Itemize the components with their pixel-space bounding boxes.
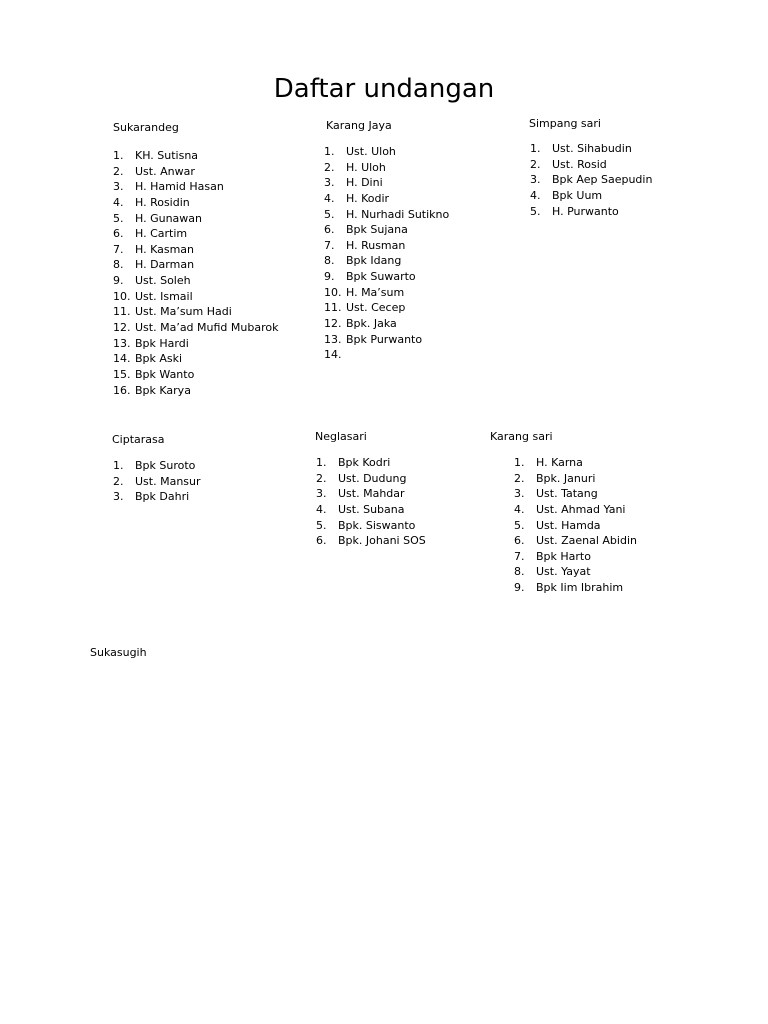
- list-item-number: 1.: [514, 456, 525, 469]
- guest-name: H. Hamid Hasan: [135, 180, 224, 194]
- guest-name: Ust. Dudung: [338, 471, 407, 485]
- list-item-number: 3.: [113, 180, 124, 194]
- guest-name: Ust. Zaenal Abidin: [536, 534, 637, 548]
- list-item: [324, 144, 449, 160]
- guest-name: H. Purwanto: [552, 204, 619, 218]
- list-item: [324, 300, 449, 316]
- group-karang-sari: [490, 429, 637, 596]
- list-item: [530, 172, 652, 188]
- guest-name: Ust. Ma’ad Mufid Mubarok: [135, 321, 279, 335]
- group-heading: Simpang sari: [529, 117, 601, 130]
- guest-list: [113, 458, 201, 505]
- list-item-number: 4.: [316, 502, 327, 516]
- list-item: [316, 502, 426, 518]
- list-item: [514, 549, 637, 565]
- guest-name: Bpk Wanto: [135, 367, 195, 381]
- guest-list: [316, 455, 426, 549]
- guest-name: Bpk Aski: [135, 352, 183, 366]
- list-item-number: 1.: [530, 142, 541, 155]
- list-item: [324, 207, 449, 223]
- list-item: [514, 580, 637, 596]
- list-item: [324, 222, 449, 238]
- guest-name: Bpk. Januri: [536, 471, 596, 485]
- list-item-number: 4.: [113, 195, 124, 209]
- list-item-number: 2.: [113, 164, 124, 178]
- list-item-number: 1.: [316, 456, 327, 469]
- list-item: [113, 226, 278, 242]
- guest-name: Bpk. Siswanto: [338, 518, 416, 532]
- guest-name: H. Rosidin: [135, 195, 190, 209]
- list-item: [530, 188, 652, 204]
- guest-name: H. Cartim: [135, 227, 188, 241]
- list-item: [324, 316, 449, 332]
- list-item-number: 7.: [113, 242, 124, 256]
- list-item: [316, 455, 426, 471]
- list-item: [324, 160, 449, 176]
- list-item-number: 3.: [324, 176, 335, 190]
- guest-name: Bpk Purwanto: [346, 332, 423, 346]
- list-item: [324, 253, 449, 269]
- list-item-number: 1.: [324, 145, 335, 158]
- list-item-number: 4.: [514, 502, 525, 516]
- list-item-number: 13.: [324, 332, 342, 346]
- list-item: [113, 195, 278, 211]
- list-item-number: 12.: [113, 321, 131, 335]
- list-item-number: 9.: [324, 270, 335, 284]
- list-item: [324, 269, 449, 285]
- list-item: [113, 458, 201, 474]
- guest-name: Ust. Yayat: [536, 565, 591, 579]
- list-item: [324, 347, 449, 363]
- guest-name: Ust. Soleh: [135, 274, 191, 288]
- list-item: [324, 285, 449, 301]
- list-item-number: 10.: [113, 289, 131, 303]
- guest-list: [324, 144, 449, 363]
- list-item-number: 14.: [324, 348, 342, 362]
- guest-name: Bpk Aep Saepudin: [552, 173, 653, 187]
- guest-name: Bpk Idang: [346, 254, 402, 268]
- guest-name: H. Ma’sum: [346, 285, 405, 299]
- guest-name: H. Uloh: [346, 160, 386, 174]
- list-item: [324, 191, 449, 207]
- list-item-number: 3.: [316, 487, 327, 501]
- list-item: [113, 351, 278, 367]
- guest-name: Bpk Sujana: [346, 223, 408, 237]
- list-item-number: 8.: [514, 565, 525, 579]
- guest-list: [530, 141, 652, 219]
- guest-name: Bpk Karya: [135, 383, 191, 397]
- list-item-number: 2.: [316, 471, 327, 485]
- guest-list: [514, 455, 637, 596]
- list-item: [113, 320, 278, 336]
- list-item: [113, 211, 278, 227]
- guest-name: H. Gunawan: [135, 211, 202, 225]
- list-item: [113, 257, 278, 273]
- list-item-number: 11.: [324, 301, 342, 315]
- group-karang-jaya: [326, 118, 449, 363]
- guest-name: H. Darman: [135, 258, 195, 272]
- list-item: [113, 148, 278, 164]
- list-item: [113, 336, 278, 352]
- list-item-number: 2.: [514, 471, 525, 485]
- group-heading: Ciptarasa: [112, 433, 165, 446]
- group-neglasari: [315, 429, 426, 549]
- guest-name: Bpk Suwarto: [346, 270, 416, 284]
- guest-name: H. Kodir: [346, 191, 390, 205]
- list-item-number: 15.: [113, 367, 131, 381]
- list-item-number: 6.: [324, 223, 335, 237]
- guest-name: Bpk. Johani SOS: [338, 534, 426, 548]
- guest-name: Bpk Kodri: [338, 456, 391, 469]
- list-item: [530, 157, 652, 173]
- guest-name: Ust. Uloh: [346, 145, 396, 158]
- list-item: [514, 533, 637, 549]
- list-item: [514, 518, 637, 534]
- list-item: [113, 474, 201, 490]
- list-item-number: 16.: [113, 383, 131, 397]
- list-item: [113, 489, 201, 505]
- guest-name: Ust. Ismail: [135, 289, 193, 303]
- list-item-number: 14.: [113, 352, 131, 366]
- list-item-number: 4.: [324, 191, 335, 205]
- guest-name: KH. Sutisna: [135, 149, 199, 162]
- group-heading: Neglasari: [315, 430, 367, 443]
- guest-list: [113, 148, 278, 398]
- list-item-number: 9.: [514, 581, 525, 595]
- guest-name: Bpk Uum: [552, 188, 603, 202]
- list-item-number: 1.: [113, 149, 124, 162]
- list-item-number: 3.: [113, 490, 124, 504]
- list-item-number: 6.: [316, 534, 327, 548]
- list-item: [324, 238, 449, 254]
- list-item-number: 8.: [324, 254, 335, 268]
- group-heading: Karang Jaya: [326, 119, 392, 132]
- guest-name: Ust. Mahdar: [338, 487, 405, 501]
- list-item-number: 7.: [514, 549, 525, 563]
- list-item: [514, 564, 637, 580]
- list-item: [514, 486, 637, 502]
- group-heading-sukasugih: Sukasugih: [90, 646, 147, 659]
- guest-name: Bpk Iim Ibrahim: [536, 581, 624, 595]
- guest-name: H. Rusman: [346, 238, 406, 252]
- guest-name: Ust. Ma’sum Hadi: [135, 305, 232, 319]
- list-item: [530, 204, 652, 220]
- list-item-number: 5.: [324, 207, 335, 221]
- list-item: [514, 502, 637, 518]
- list-item-number: 2.: [530, 157, 541, 171]
- guest-name: Ust. Anwar: [135, 164, 195, 178]
- list-item-number: 3.: [530, 173, 541, 187]
- guest-name: Ust. Cecep: [346, 301, 406, 315]
- list-item-number: 6.: [113, 227, 124, 241]
- guest-name: Bpk. Jaka: [346, 317, 397, 331]
- list-item: [113, 304, 278, 320]
- list-item: [316, 471, 426, 487]
- guest-name: Ust. Sihabudin: [552, 142, 632, 155]
- group-sukarandeg: [113, 120, 278, 398]
- list-item: [316, 518, 426, 534]
- list-item: [324, 175, 449, 191]
- list-item-number: 2.: [324, 160, 335, 174]
- group-heading: Sukarandeg: [113, 121, 179, 134]
- list-item-number: 1.: [113, 459, 124, 472]
- guest-name: Bpk Suroto: [135, 459, 196, 472]
- list-item-number: 9.: [113, 274, 124, 288]
- list-item-number: 2.: [113, 474, 124, 488]
- guest-name: H. Nurhadi Sutikno: [346, 207, 450, 221]
- guest-name: Bpk Hardi: [135, 336, 189, 350]
- list-item-number: 12.: [324, 317, 342, 331]
- list-item: [113, 164, 278, 180]
- guest-name: Bpk Dahri: [135, 490, 190, 504]
- list-item: [324, 332, 449, 348]
- list-item: [113, 242, 278, 258]
- guest-name: H. Kasman: [135, 242, 194, 256]
- group-heading: Karang sari: [490, 430, 553, 443]
- list-item-number: 8.: [113, 258, 124, 272]
- list-item: [113, 289, 278, 305]
- list-item-number: 5.: [316, 518, 327, 532]
- group-simpang-sari: [529, 116, 652, 219]
- list-item-number: 7.: [324, 238, 335, 252]
- list-item-number: 11.: [113, 305, 131, 319]
- guest-name: Ust. Rosid: [552, 157, 607, 171]
- list-item: [113, 383, 278, 399]
- list-item-number: 3.: [514, 487, 525, 501]
- list-item-number: 5.: [514, 518, 525, 532]
- guest-name: H. Karna: [536, 456, 583, 469]
- list-item-number: 5.: [530, 204, 541, 218]
- page-title: Daftar undangan: [273, 74, 495, 104]
- guest-name: H. Dini: [346, 176, 383, 190]
- list-item-number: 5.: [113, 211, 124, 225]
- guest-name: Ust. Mansur: [135, 474, 201, 488]
- list-item: [113, 179, 278, 195]
- list-item-number: 10.: [324, 285, 342, 299]
- list-item: [514, 455, 637, 471]
- guest-name: Ust. Hamda: [536, 518, 601, 532]
- list-item-number: 4.: [530, 188, 541, 202]
- guest-name: Ust. Ahmad Yani: [536, 502, 626, 516]
- guest-name: Ust. Tatang: [536, 487, 598, 501]
- list-item-number: 13.: [113, 336, 131, 350]
- list-item: [316, 533, 426, 549]
- guest-name: Bpk Harto: [536, 549, 591, 563]
- list-item: [113, 273, 278, 289]
- list-item: [316, 486, 426, 502]
- guest-name: Ust. Subana: [338, 502, 405, 516]
- group-ciptarasa: [112, 432, 201, 505]
- list-item-number: 6.: [514, 534, 525, 548]
- list-item: [514, 471, 637, 487]
- list-item: [530, 141, 652, 157]
- list-item: [113, 367, 278, 383]
